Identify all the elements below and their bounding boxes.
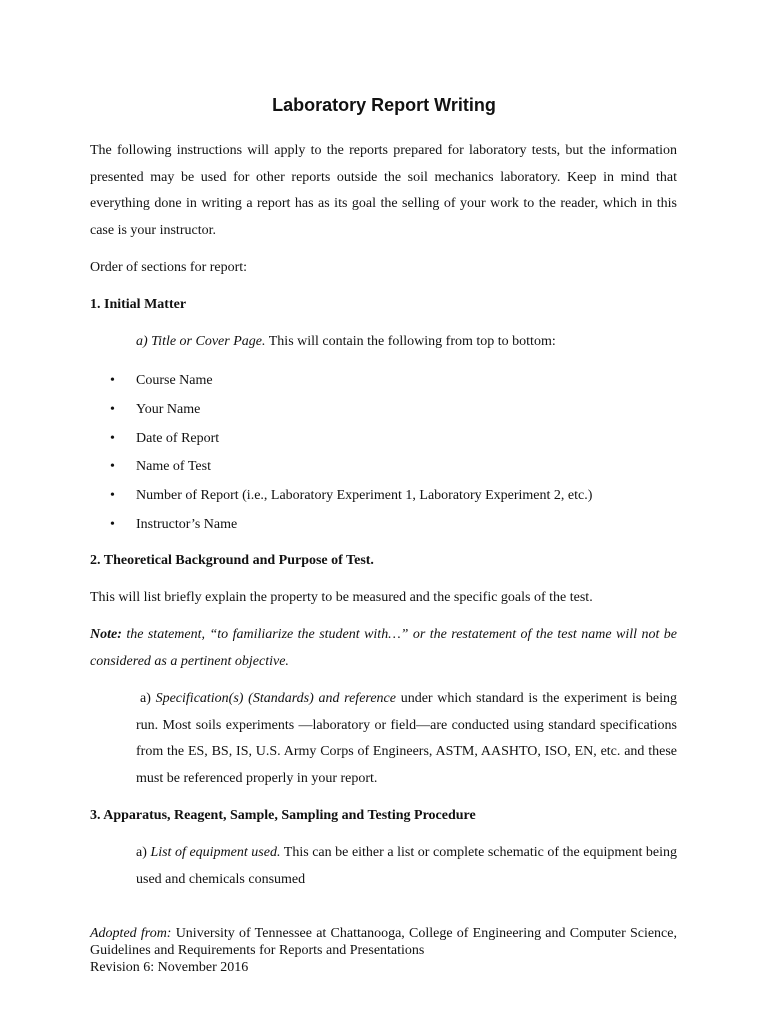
section-3-sub-a-text: This can be either a list or complete schematic of the equipment being used and chemicals consumed (136, 845, 677, 887)
section-1-heading: 1. Initial Matter (90, 297, 187, 312)
section-1-sub-a (136, 329, 677, 356)
order-label: Order of sections for report: (90, 260, 248, 275)
list-item: • Instructor’s Name (110, 513, 592, 542)
bullet-icon: • (110, 401, 115, 417)
intro-paragraph: The following instructions will apply to the reports prepared for laboratory tests, but the information presented may be used for other reports outside the soil mechanics laboratory. Keep in mind that everything done in writing a report has as its goal the selling of your work to the reader, which in this case is your instructor. (90, 143, 677, 238)
footer-revision: Revision 6: November 2016 (90, 960, 249, 975)
section-2-sub-a-label: Specification(s) (Standards) and reference (155, 691, 396, 706)
cover-page-list (110, 369, 592, 542)
section-1-sub-a-text: This will contain the following from top to bottom: (265, 334, 556, 349)
bullet-icon: • (110, 459, 115, 475)
bullet-icon: • (110, 373, 115, 388)
list-item: • Course Name (110, 369, 592, 398)
footer-adopted-label: Adopted from: (90, 926, 172, 941)
footer (90, 925, 677, 976)
section-2-sub-a-text: under which standard is the experiment is being run. Most soils experiments —laboratory or field—are conducted using standard specifications from the ES, BS, IS, U.S. Army Corps of Engineers, ASTM, AASHTO, ISO, EN, etc. and these must be referenced properly in your report. (136, 691, 677, 786)
section-3-sub-a: a) List of equipment used. This can be either a list or complete schematic of the equipment being used and chemicals consumed (136, 845, 677, 887)
bullet-icon: • (110, 488, 115, 504)
list-item: • Date of Report (110, 427, 592, 456)
note-text: the statement, “to familiarize the student with…” or the restatement of the test name will not be considered as a pertinent objective. (90, 627, 677, 669)
note-label: Note: (90, 627, 122, 642)
list-item: • Your Name (110, 398, 592, 427)
section-2-body: This will list briefly explain the property to be measured and the specific goals of the test. (90, 590, 593, 605)
footer-adopted-text: University of Tennessee at Chattanooga, College of Engineering and Computer Science, Guidelines and Requirements for Reports and Presentations (90, 926, 677, 958)
bullet-icon: • (110, 516, 115, 532)
footer-source (90, 925, 677, 959)
section-1-sub-a-label: a) Title or Cover Page. (136, 334, 266, 349)
list-item: • Number of Report (i.e., Laboratory Experiment 1, Laboratory Experiment 2, etc.) (110, 484, 592, 513)
section-3-heading: 3. Apparatus, Reagent, Sample, Sampling and Testing Procedure (90, 808, 476, 823)
section-3-sub-a-label: List of equipment used. (150, 845, 281, 860)
section-2-sub-a: a) Specification(s) (Standards) and reference under which standard is the experiment is being run. Most soils experiments —laboratory or field—are conducted using standard specifications from the ES, BS, IS, U.S. Army Corps of Engineers, ASTM, AASHTO, ISO, EN, etc. and these must be referenced properly in your report. (136, 691, 677, 786)
list-item: • Name of Test (110, 455, 592, 484)
section-2-note (90, 622, 677, 675)
page-title: Laboratory Report Writing (272, 95, 496, 115)
bullet-icon: • (110, 430, 115, 446)
section-2-heading: 2. Theoretical Background and Purpose of Test. (90, 553, 374, 568)
